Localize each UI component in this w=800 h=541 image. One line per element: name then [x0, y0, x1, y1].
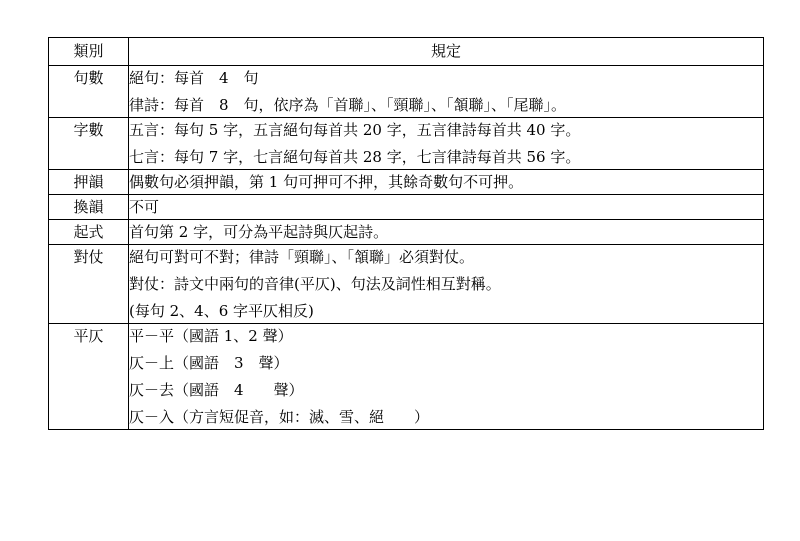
rule-line: 五言：每句 5 字，五言絕句每首共 20 字，五言律詩每首共 40 字。 — [129, 121, 581, 139]
row-category-cell — [49, 66, 129, 118]
rule-line: 絕句：每首 4 句 — [129, 69, 259, 87]
row-category: 押韻 — [73, 173, 104, 191]
row-rule-cell — [129, 195, 764, 220]
rule-line: 首句第 2 字，可分為平起詩與仄起詩。 — [129, 223, 389, 241]
row-rule-cell — [129, 220, 764, 245]
rule-line: 律詩：每首 8 句，依序為「首聯」、「頸聯」、「頷聯」、「尾聯」。 — [129, 96, 567, 114]
row-category: 平仄 — [73, 327, 104, 345]
header-category: 類別 — [49, 38, 129, 66]
rule-line: 仄－入（方言短促音，如：滅、雪、絕 ） — [129, 408, 430, 426]
rule-line: (每句 2、4、6 字平仄相反) — [129, 302, 314, 320]
row-category: 起式 — [73, 223, 104, 241]
rule-line: 偶數句必須押韻，第 1 句可押可不押，其餘奇數句不可押。 — [129, 173, 524, 191]
rule-line: 對仗：詩文中兩句的音律(平仄)、句法及詞性相互對稱。 — [129, 275, 501, 293]
rule-line: 絕句可對可不對；律詩「頸聯」、「頷聯」必須對仗。 — [129, 248, 475, 266]
row-category: 句數 — [73, 69, 104, 87]
rule-line: 不可 — [129, 198, 160, 216]
row-category: 換韻 — [73, 198, 104, 216]
rule-line: 平－平（國語 1、2 聲） — [129, 327, 293, 345]
rule-line: 仄－去（國語 4 聲） — [129, 381, 304, 399]
row-rule-cell — [129, 66, 764, 118]
row-category-cell — [49, 220, 129, 245]
row-rule-cell — [129, 324, 764, 430]
table-row — [49, 66, 764, 118]
row-category-cell — [49, 324, 129, 430]
table-row — [49, 220, 764, 245]
table-header-row — [49, 38, 764, 66]
row-rule-cell — [129, 118, 764, 170]
row-category-cell — [49, 170, 129, 195]
header-rule: 規定 — [129, 38, 764, 66]
row-category: 字數 — [73, 121, 104, 139]
row-rule-cell — [129, 170, 764, 195]
rules-table — [48, 37, 764, 430]
table-row — [49, 118, 764, 170]
rule-line: 仄－上（國語 3 聲） — [129, 354, 289, 372]
row-rule-cell — [129, 245, 764, 324]
row-category: 對仗 — [73, 248, 104, 266]
rule-line: 七言：每句 7 字，七言絕句每首共 28 字，七言律詩每首共 56 字。 — [129, 148, 581, 166]
row-category-cell — [49, 195, 129, 220]
row-category-cell — [49, 245, 129, 324]
row-category-cell — [49, 118, 129, 170]
table-row — [49, 324, 764, 430]
table-row — [49, 195, 764, 220]
table-row — [49, 245, 764, 324]
table-row — [49, 170, 764, 195]
